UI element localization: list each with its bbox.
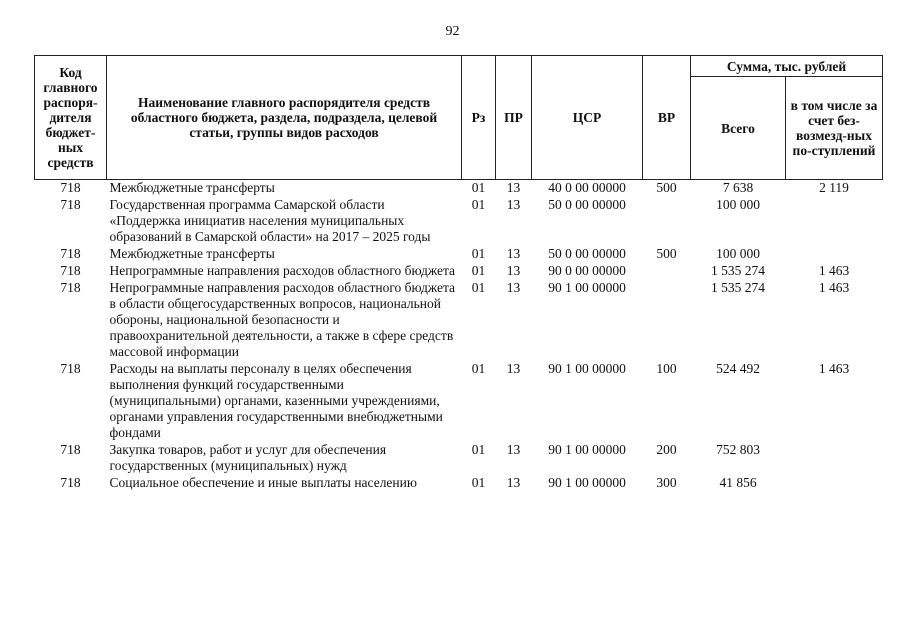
cell-rz: 01 (471, 442, 486, 457)
cell-free (786, 246, 883, 263)
table-row (35, 442, 883, 475)
table-row (35, 361, 883, 442)
cell-free (786, 197, 883, 246)
cell-total: 524 492 (716, 361, 760, 376)
header-free-receipts: в том числе за счет без-возмезд-ных по-ступлений (786, 77, 883, 180)
header-total: Всего (691, 77, 786, 180)
table-row (35, 197, 883, 246)
cell-vr (643, 263, 691, 280)
cell-name: Закупка товаров, работ и услуг для обеспечения государственных (муниципальных) нужд (109, 442, 387, 473)
budget-table (34, 55, 883, 492)
cell-vr: 500 (656, 246, 677, 261)
cell-csr: 90 1 00 00000 (548, 280, 626, 295)
cell-vr (643, 197, 691, 246)
cell-name: Межбюджетные трансферты (109, 180, 275, 195)
cell-vr: 100 (656, 361, 677, 376)
cell-name: Социальное обеспечение и иные выплаты населению (109, 475, 417, 490)
cell-pr: 13 (506, 180, 521, 195)
cell-free (786, 475, 883, 492)
cell-rz: 01 (471, 361, 486, 376)
cell-vr: 500 (656, 180, 677, 195)
cell-code: 718 (60, 180, 81, 195)
cell-csr: 50 0 00 00000 (548, 197, 626, 212)
table-row (35, 180, 883, 198)
table-body (35, 180, 883, 493)
cell-rz: 01 (471, 280, 486, 295)
cell-total: 7 638 (722, 180, 754, 195)
cell-csr: 40 0 00 00000 (548, 180, 626, 195)
page-number: 92 (445, 24, 460, 39)
cell-total: 100 000 (716, 197, 760, 212)
cell-csr: 90 1 00 00000 (548, 442, 626, 457)
header-rz: Рз (462, 56, 496, 180)
cell-csr: 50 0 00 00000 (548, 246, 626, 261)
cell-pr: 13 (506, 263, 521, 278)
cell-name: Непрограммные направления расходов областного бюджета (109, 263, 456, 278)
cell-name: Расходы на выплаты персоналу в целях обеспечения выполнения функций государственными (муниципальными) органами, казенными учреждениями, органами управления государственными внебюджетными фондами (109, 361, 443, 440)
cell-pr: 13 (506, 475, 521, 490)
cell-rz: 01 (471, 475, 486, 490)
cell-rz: 01 (471, 180, 486, 195)
header-pr: ПР (496, 56, 532, 180)
cell-pr: 13 (506, 442, 521, 457)
table-row (35, 475, 883, 492)
cell-vr: 200 (656, 442, 677, 457)
cell-code: 718 (60, 280, 81, 295)
cell-vr: 300 (656, 475, 677, 490)
cell-free: 1 463 (818, 361, 850, 376)
cell-total: 100 000 (716, 246, 760, 261)
cell-code: 718 (60, 475, 81, 490)
table-row (35, 280, 883, 361)
cell-rz: 01 (471, 246, 486, 261)
cell-name: Государственная программа Самарской области «Поддержка инициатив населения муниципальных образований в Самарской области» на 2017 – 2025 годы (109, 197, 431, 244)
cell-csr: 90 1 00 00000 (548, 361, 626, 376)
cell-code: 718 (60, 442, 81, 457)
cell-rz: 01 (471, 197, 486, 212)
table-row (35, 263, 883, 280)
cell-vr (643, 280, 691, 361)
cell-csr: 90 1 00 00000 (548, 475, 626, 490)
cell-total: 41 856 (719, 475, 757, 490)
cell-csr: 90 0 00 00000 (548, 263, 626, 278)
cell-pr: 13 (506, 246, 521, 261)
cell-pr: 13 (506, 197, 521, 212)
cell-free (786, 442, 883, 475)
cell-pr: 13 (506, 280, 521, 295)
cell-total: 1 535 274 (711, 263, 765, 278)
cell-total: 1 535 274 (711, 280, 765, 295)
cell-code: 718 (60, 263, 81, 278)
cell-code: 718 (60, 197, 81, 212)
table-row (35, 246, 883, 263)
cell-name: Непрограммные направления расходов областного бюджета в области общегосударственных вопросов, национальной обороны, национальной безопасности и правоохранительной деятельности, а также в сфере средств массовой информации (109, 280, 456, 359)
cell-pr: 13 (506, 361, 521, 376)
header-code: Код главного распоря-дителя бюджет-ных средств (35, 56, 107, 180)
header-vr: ВР (643, 56, 691, 180)
cell-free: 2 119 (819, 180, 849, 195)
cell-name: Межбюджетные трансферты (109, 246, 275, 261)
header-sum-group: Сумма, тыс. рублей (691, 56, 883, 77)
header-name: Наименование главного распорядителя средств областного бюджета, раздела, подраздела, целевой статьи, группы видов расходов (107, 56, 462, 180)
cell-code: 718 (60, 246, 81, 261)
cell-total: 752 803 (716, 442, 760, 457)
header-csr: ЦСР (532, 56, 643, 180)
cell-free: 1 463 (818, 263, 850, 278)
cell-code: 718 (60, 361, 81, 376)
table-header (35, 56, 883, 180)
cell-rz: 01 (471, 263, 486, 278)
cell-free: 1 463 (818, 280, 850, 295)
